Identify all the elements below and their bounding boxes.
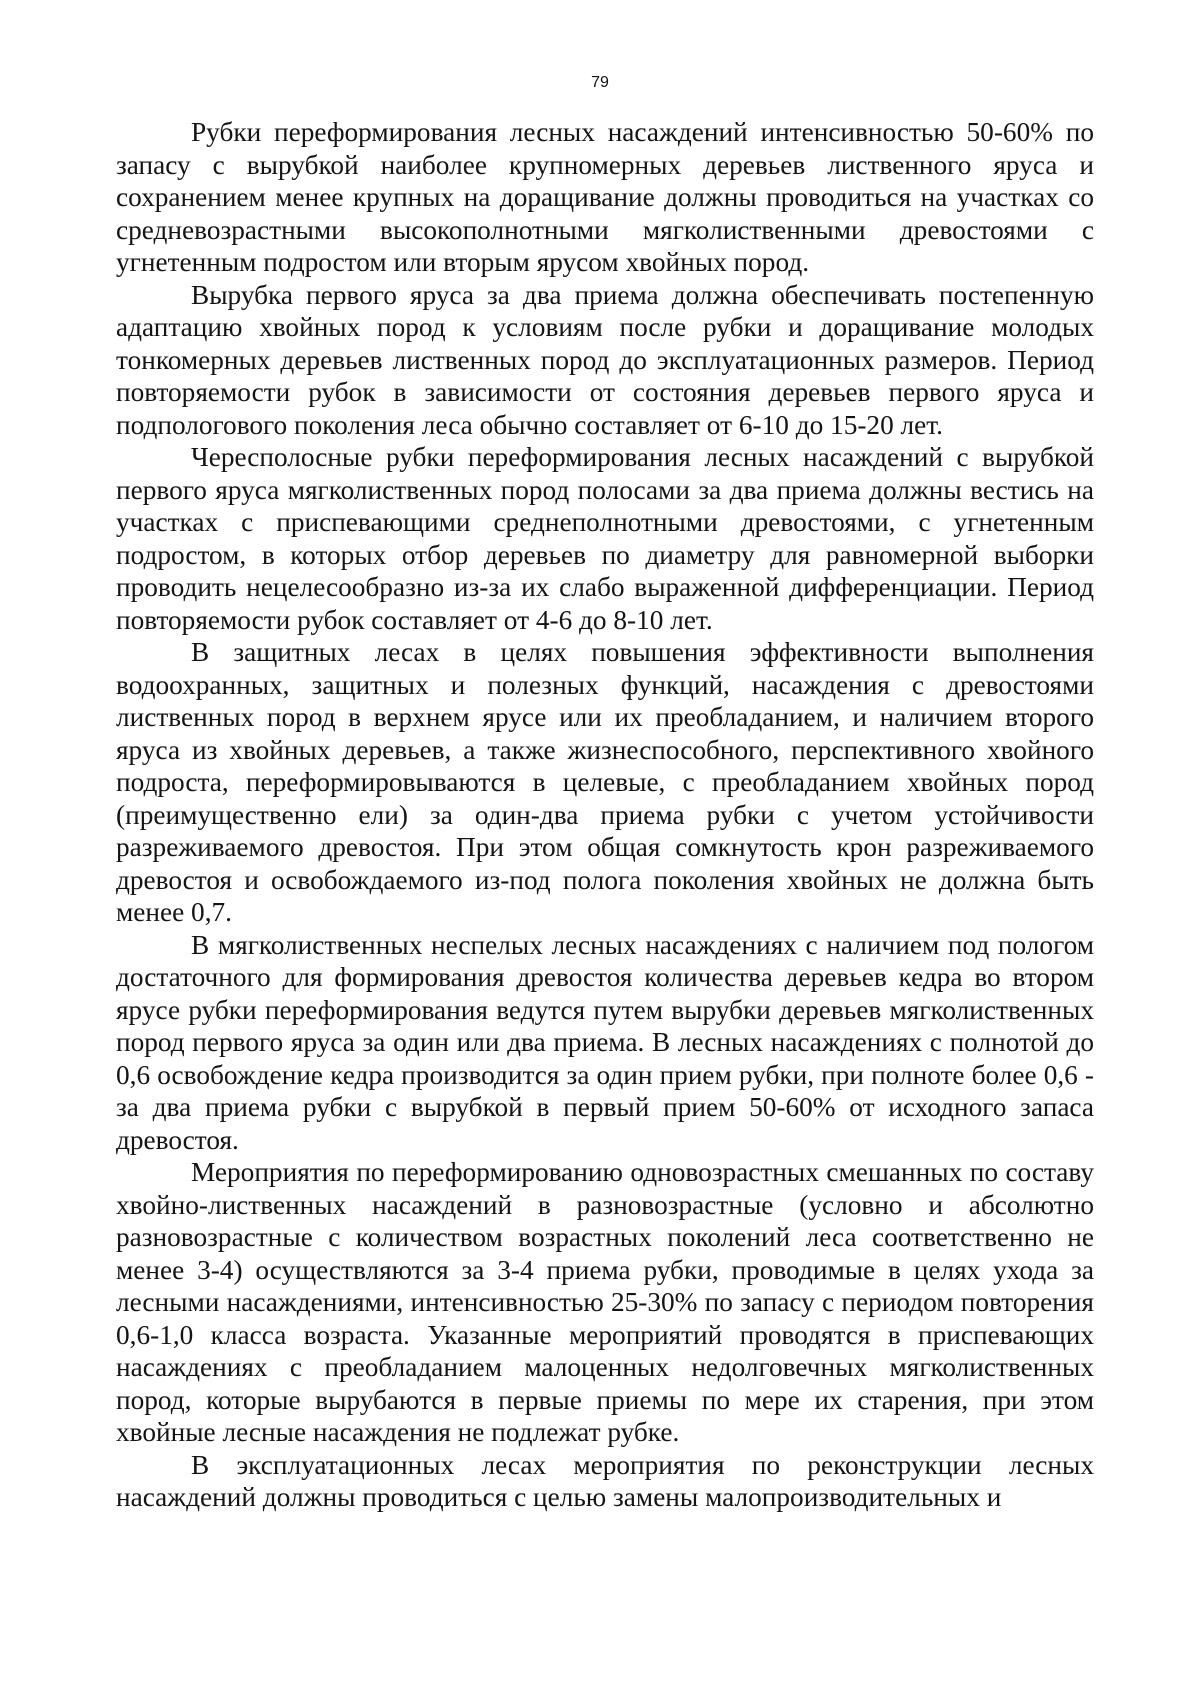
paragraph-2: Вырубка первого яруса за два приема должна обеспечивать постепенную адаптацию хвойных пород к условиям после рубки и доращивание молодых тонкомерных деревьев лиственных пород до эксплуатационных размеров. Период повторяемости рубок в зависимости от состояния деревьев первого яруса и подпологового поколения леса обычно составляет от 6-10 до 15-20 лет.	[116, 279, 1094, 440]
paragraph-4: В защитных лесах в целях повышения эффективности выполнения водоохранных, защитных и полезных функций, насаждения с древостоями лиственных пород в верхнем ярусе или их преобладанием, и наличием второго яруса из хвойных деревьев, а также жизнеспособного, перспективного хвойного подроста, переформировываются в целевые, с преобладанием хвойных пород (преимущественно ели) за один-два приема рубки с учетом устойчивости разреживаемого древостоя. При этом общая сомкнутость крон разреживаемого древостоя и освобождаемого из-под полога поколения хвойных не должна быть менее 0,7.	[116, 637, 1094, 927]
paragraph-5: В мягколиственных неспелых лесных насаждениях с наличием под пологом достаточного для формирования древостоя количества деревьев кедра во втором ярусе рубки переформирования ведутся путем вырубки деревьев мягколиственных пород первого яруса за один или два приема. В лесных насаждениях с полнотой до 0,6 освобождение кедра производится за один прием рубки, при полноте более 0,6 - за два приема рубки с вырубкой в первый прием 50-60% от исходного запаса древостоя.	[116, 929, 1094, 1155]
paragraph-1: Рубки переформирования лесных насаждений интенсивностью 50-60% по запасу с вырубкой наиболее крупномерных деревьев лиственного яруса и сохранением менее крупных на доращивание должны проводиться на участках со средневозрастными высокополнотными мягколиственными древостоями с угнетенным подростом или вторым ярусом хвойных пород.	[116, 117, 1094, 277]
paragraph-3: Чересполосные рубки переформирования лесных насаждений с вырубкой первого яруса мягколиственных пород полосами за два приема должны вестись на участках с приспевающими среднеполнотными древостоями, с угнетенным подростом, в которых отбор деревьев по диаметру для равномерной выборки проводить нецелесообразно из-за их слабо выраженной дифференциации. Период повторяемости рубок составляет от 4-6 до 8-10 лет.	[116, 442, 1094, 635]
document-body	[116, 116, 1094, 1514]
paragraph-6: Мероприятия по переформированию одновозрастных смешанных по составу хвойно-лиственных насаждений в разновозрастные (условно и абсолютно разновозрастные с количеством возрастных поколений леса соответственно не менее 3-4) осуществляются за 3-4 приема рубки, проводимые в целях ухода за лесными насаждениями, интенсивностью 25-30% по запасу с периодом повторения 0,6-1,0 класса возраста. Указанные мероприятий проводятся в приспевающих насаждениях с преобладанием малоценных недолговечных мягколиственных пород, которые вырубаются в первые приемы по мере их старения, при этом хвойные лесные насаждения не подлежат рубке.	[116, 1157, 1094, 1447]
page-number: 79	[591, 74, 609, 91]
paragraph-7: В эксплуатационных лесах мероприятия по реконструкции лесных насаждений должны проводиться с целью замены малопроизводительных и	[116, 1449, 1094, 1512]
